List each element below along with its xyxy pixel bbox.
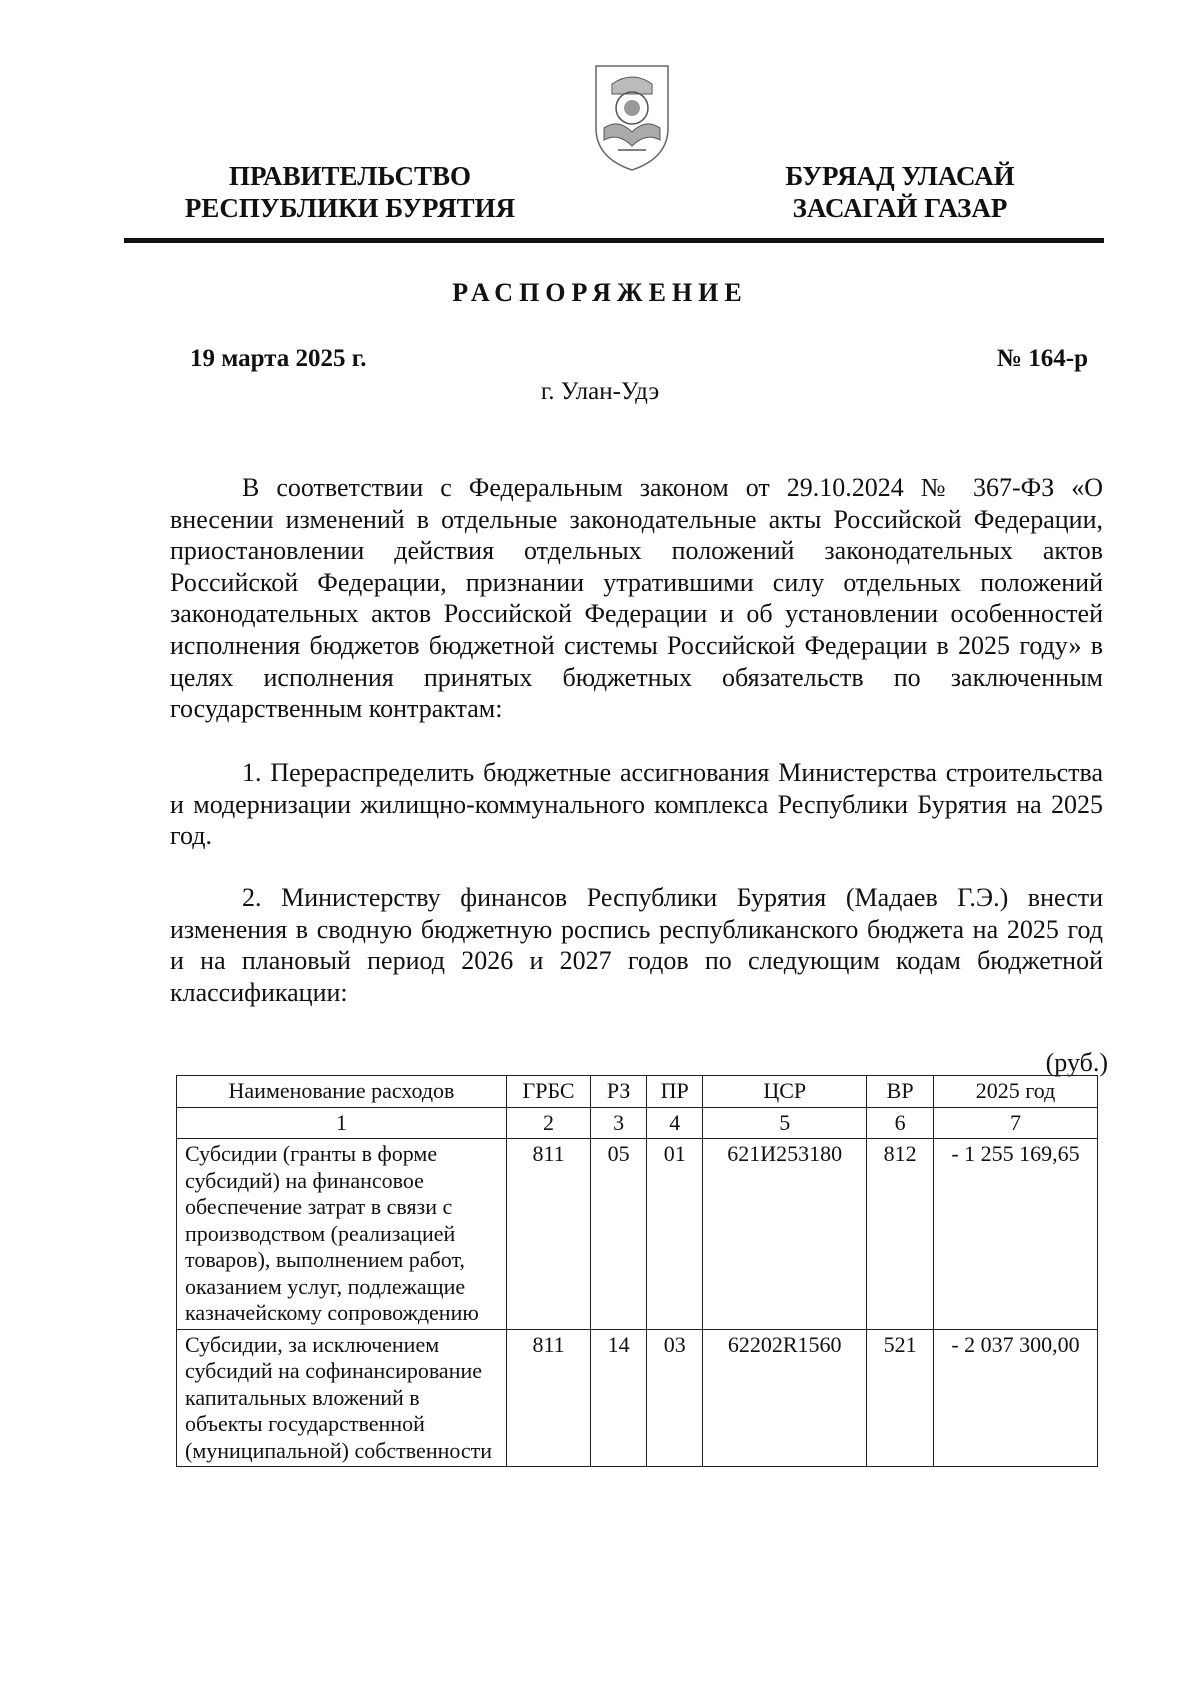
table-units: (руб.) — [1045, 1048, 1108, 1077]
document-date: 19 марта 2025 г. — [190, 345, 367, 372]
document-type: РАСПОРЯЖЕНИЕ — [452, 278, 748, 307]
government-name-buryat-line2: ЗАСАГАЙ ГАЗАР — [792, 193, 1008, 223]
header-divider — [124, 238, 1104, 243]
column-number: 2 — [507, 1107, 591, 1139]
government-name-buryat-line1: БУРЯАД УЛАСАЙ — [785, 161, 1015, 191]
rz-code: 05 — [591, 1139, 647, 1330]
column-number: 6 — [867, 1107, 934, 1139]
preamble-paragraph: В соответствии с Федеральным законом от 29.10.2024 № 367-ФЗ «О внесении изменений в отдельные законодательные акты Российской Федерации, приостановлении действия отдельных положений законодательных актов Российской Федерации, признании утратившими силу отдельных положений законодательных актов Российской Федерации и об установлении особенностей исполнения бюджетов бюджетной системы Российской Федерации в 2025 году» в целях исполнения принятых бюджетных обязательств по заключенным государственным контрактам: — [170, 473, 1103, 724]
clause-1-paragraph: 1. Перераспределить бюджетные ассигнования Министерства строительства и модернизации жилищно-коммунального комплекса Республики Бурятия на 2025 год. — [170, 758, 1103, 851]
budget-table — [176, 1075, 1098, 1467]
column-header: Наименование расходов — [177, 1076, 507, 1108]
government-name-line1: ПРАВИТЕЛЬСТВО — [228, 161, 472, 191]
column-header: 2025 год — [934, 1076, 1098, 1108]
government-name-buryat — [740, 160, 1060, 224]
column-header: ГРБС — [507, 1076, 591, 1108]
column-number: 1 — [177, 1107, 507, 1139]
government-name-line2: РЕСПУБЛИКИ БУРЯТИЯ — [184, 193, 516, 223]
expense-name: Субсидии, за исключением субсидий на софинансирование капитальных вложений в объекты государственной (муниципальной) собственности — [177, 1329, 507, 1467]
coat-of-arms-icon — [588, 58, 676, 174]
column-header: ПР — [647, 1076, 703, 1108]
grbs-code: 811 — [507, 1329, 591, 1467]
column-number: 3 — [591, 1107, 647, 1139]
pr-code: 03 — [647, 1329, 703, 1467]
amount-2025: - 1 255 169,65 — [934, 1139, 1098, 1330]
table-row — [177, 1139, 1098, 1330]
government-name-russian — [170, 160, 530, 224]
column-header: ВР — [867, 1076, 934, 1108]
csr-code: 621И253180 — [703, 1139, 867, 1330]
column-number: 7 — [934, 1107, 1098, 1139]
table-row — [177, 1329, 1098, 1467]
amount-2025: - 2 037 300,00 — [934, 1329, 1098, 1467]
expense-name: Субсидии (гранты в форме субсидий) на финансовое обеспечение затрат в связи с производством (реализацией товаров), выполнением работ, оказанием услуг, подлежащие казначейскому сопровождению — [177, 1139, 507, 1330]
vr-code: 521 — [867, 1329, 934, 1467]
clause-2-paragraph: 2. Министерству финансов Республики Бурятия (Мадаев Г.Э.) внести изменения в сводную бюджетную роспись республиканского бюджета на 2025 год и на плановый период 2026 и 2027 годов по следующим кодам бюджетной классификации: — [170, 883, 1103, 1007]
csr-code: 62202R1560 — [703, 1329, 867, 1467]
column-header: ЦСР — [703, 1076, 867, 1108]
document-number: № 164-р — [996, 345, 1088, 372]
pr-code: 01 — [647, 1139, 703, 1330]
document-place: г. Улан-Удэ — [540, 378, 660, 405]
grbs-code: 811 — [507, 1139, 591, 1330]
column-number: 5 — [703, 1107, 867, 1139]
vr-code: 812 — [867, 1139, 934, 1330]
column-number: 4 — [647, 1107, 703, 1139]
column-number-row — [177, 1107, 1098, 1139]
table-header-row — [177, 1076, 1098, 1108]
rz-code: 14 — [591, 1329, 647, 1467]
column-header: РЗ — [591, 1076, 647, 1108]
